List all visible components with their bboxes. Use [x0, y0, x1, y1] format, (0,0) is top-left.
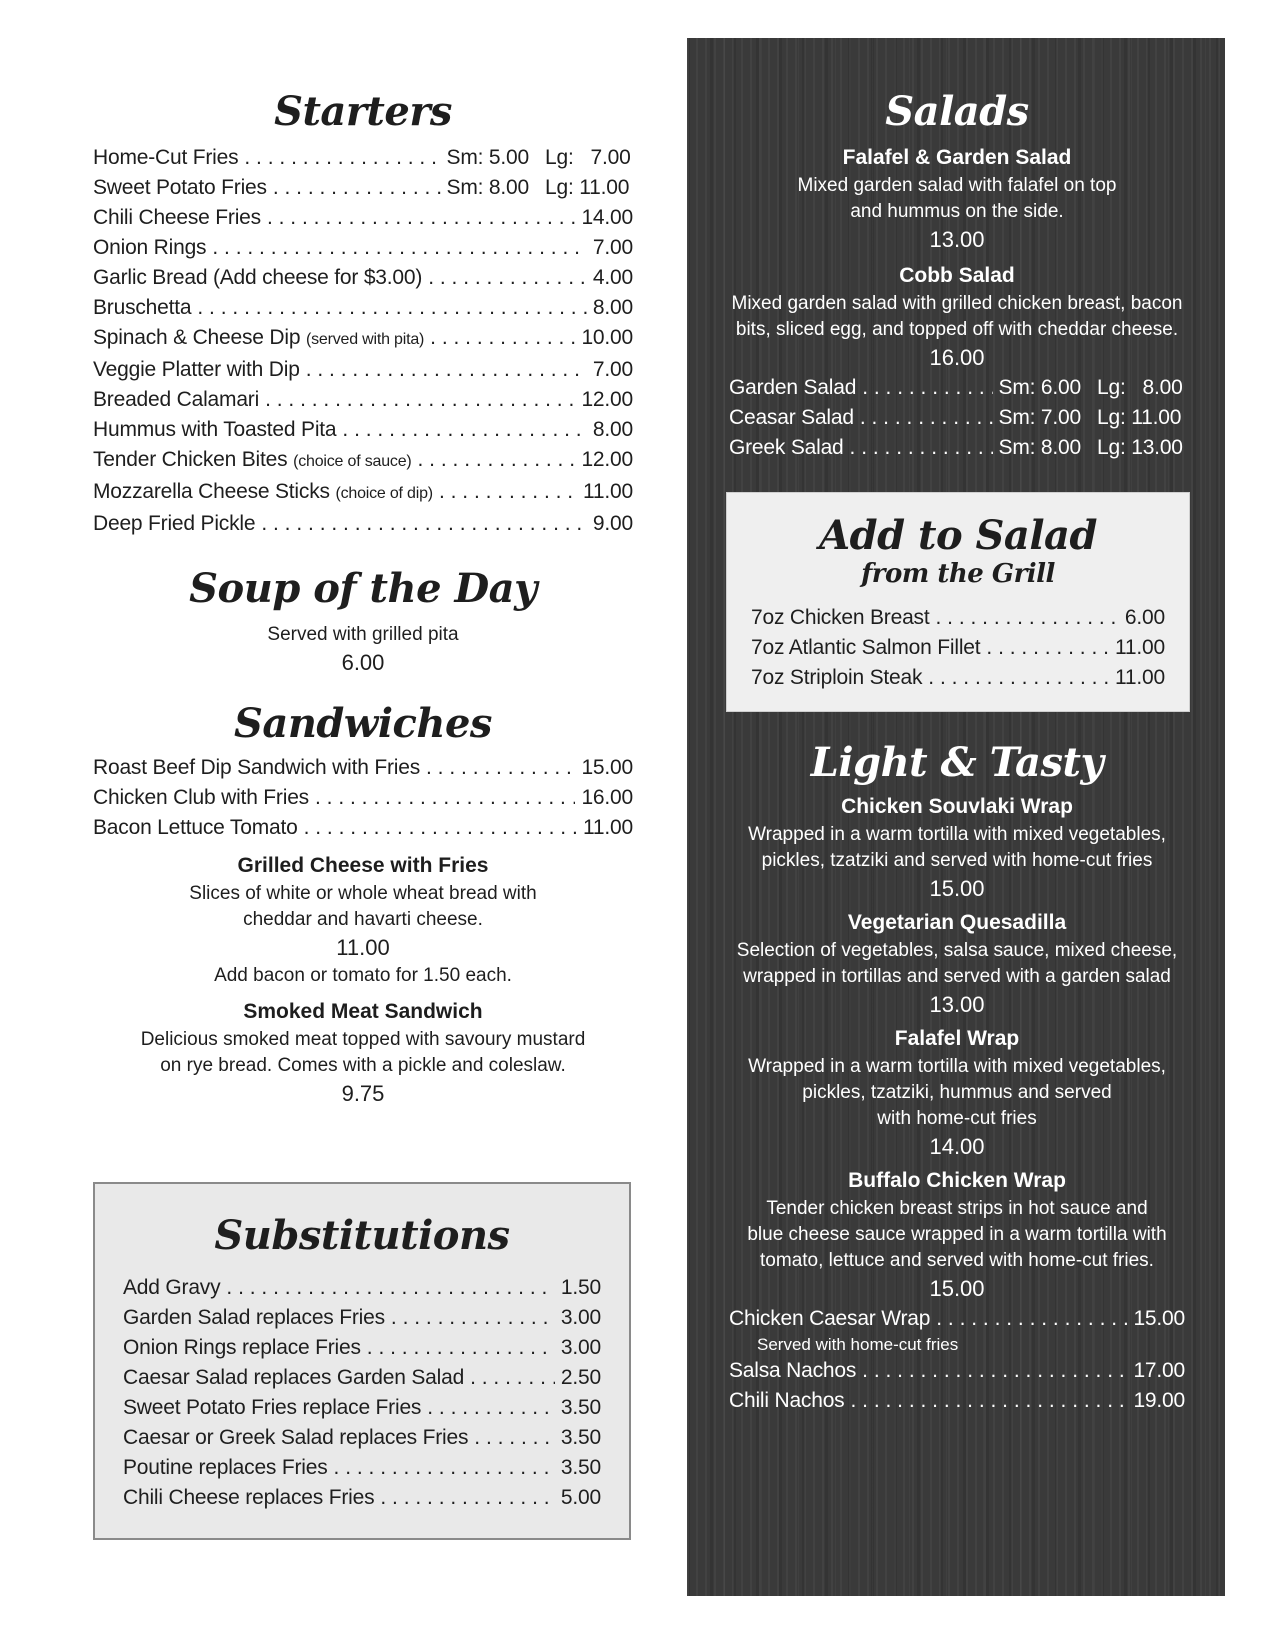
item-name: 7oz Chicken Breast — [751, 606, 930, 629]
item-price-large: Lg: 11.00 — [545, 176, 630, 199]
item-price-small: Sm: 6.00 — [998, 376, 1081, 399]
leader-dots — [928, 663, 1109, 693]
leader-dots — [273, 173, 441, 203]
menu-item — [93, 173, 633, 203]
leader-dots — [367, 1333, 555, 1363]
menu-item — [93, 143, 633, 173]
item-price: 15.00 — [1133, 1307, 1185, 1330]
leader-dots — [391, 1303, 555, 1333]
cobb-salad-price: 16.00 — [929, 345, 985, 370]
smoked-meat-title: Smoked Meat Sandwich — [243, 1000, 483, 1023]
item-price: 2.50 — [560, 1366, 601, 1389]
buffalo-wrap-desc-3: tomato, lettuce and served with home-cut fries. — [760, 1250, 1154, 1271]
item-name: Onion Rings — [93, 236, 207, 259]
left-column — [93, 88, 633, 1109]
item-price: 10.00 — [581, 326, 633, 349]
menu-item — [729, 403, 1185, 433]
menu-item — [93, 293, 633, 323]
right-panel — [687, 38, 1225, 1596]
leader-dots — [244, 143, 440, 173]
souvlaki-wrap-title: Chicken Souvlaki Wrap — [841, 795, 1073, 818]
grilled-cheese-desc-2: cheddar and havarti cheese. — [243, 909, 483, 930]
cobb-salad-title: Cobb Salad — [899, 264, 1015, 287]
falafel-salad-price: 13.00 — [929, 227, 985, 252]
item-price-large: Lg: 13.00 — [1097, 436, 1183, 459]
item-price-large: Lg: 11.00 — [1097, 406, 1182, 429]
item-name: Caesar or Greek Salad replaces Fries — [123, 1426, 469, 1449]
item-price-small: Sm: 8.00 — [998, 436, 1081, 459]
falafel-wrap-title: Falafel Wrap — [894, 1027, 1020, 1050]
caesar-wrap-note: Served with home-cut fries — [757, 1335, 959, 1354]
buffalo-wrap-desc-2: blue cheese sauce wrapped in a warm tortilla with — [747, 1224, 1167, 1245]
item-price: 15.00 — [581, 756, 633, 779]
item-name: Mozzarella Cheese Sticks — [93, 480, 330, 503]
item-price: 3.50 — [560, 1396, 601, 1419]
item-name: Chili Cheese Fries — [93, 206, 261, 229]
menu-item — [123, 1423, 601, 1453]
menu-item — [93, 355, 633, 385]
leader-dots — [380, 1483, 555, 1513]
menu-item — [93, 477, 633, 509]
item-price: 12.00 — [581, 448, 633, 471]
item-name: Tender Chicken Bites — [93, 448, 288, 471]
smoked-meat-desc-2: on rye bread. Comes with a pickle and coleslaw. — [160, 1055, 566, 1076]
leader-dots — [470, 1363, 555, 1393]
item-name: Add Gravy — [123, 1276, 221, 1299]
item-price: 1.50 — [560, 1276, 601, 1299]
menu-item — [729, 1356, 1185, 1386]
menu-item — [729, 373, 1185, 403]
leader-dots — [267, 203, 575, 233]
leader-dots — [439, 477, 577, 507]
item-price-small: Sm: 7.00 — [998, 406, 1081, 429]
item-name: Garlic Bread (Add cheese for $3.00) — [93, 266, 423, 289]
leader-dots — [986, 633, 1109, 663]
leader-dots — [474, 1423, 555, 1453]
grilled-cheese-desc-1: Slices of white or whole wheat bread with — [189, 883, 537, 904]
item-price-large: Lg: 7.00 — [545, 146, 631, 169]
item-name: Chili Cheese replaces Fries — [123, 1486, 375, 1509]
item-name: Salsa Nachos — [729, 1359, 857, 1382]
buffalo-wrap-title: Buffalo Chicken Wrap — [848, 1169, 1066, 1192]
item-price: 7.00 — [592, 236, 633, 259]
leader-dots — [315, 783, 575, 813]
add-to-salad-subheading: from the Grill — [861, 559, 1055, 589]
leader-dots — [418, 445, 576, 475]
item-name: 7oz Striploin Steak — [751, 666, 923, 689]
item-name: Sweet Potato Fries — [93, 176, 267, 199]
falafel-salad-title: Falafel & Garden Salad — [842, 146, 1072, 169]
item-price: 11.00 — [583, 816, 633, 839]
item-price-small: Sm: 5.00 — [446, 146, 529, 169]
item-price: 14.00 — [581, 206, 633, 229]
falafel-wrap-desc-1: Wrapped in a warm tortilla with mixed vegetables, — [748, 1056, 1166, 1077]
leader-dots — [428, 263, 587, 293]
souvlaki-wrap-desc-2: pickles, tzatziki and served with home-cut fries — [761, 850, 1153, 871]
substitutions-box — [93, 1182, 631, 1540]
item-price: 3.50 — [560, 1426, 601, 1449]
item-name: Greek Salad — [729, 436, 844, 459]
item-name: Chicken Club with Fries — [93, 786, 309, 809]
item-note: (choice of dip) — [335, 485, 433, 502]
leader-dots — [862, 1356, 1127, 1386]
grilled-cheese-title: Grilled Cheese with Fries — [237, 854, 489, 877]
menu-item — [751, 663, 1165, 693]
item-price: 7.00 — [592, 358, 633, 381]
leader-dots — [862, 373, 992, 403]
add-to-salad-box — [727, 493, 1189, 711]
item-name: Spinach & Cheese Dip — [93, 326, 301, 349]
leader-dots — [265, 385, 575, 415]
soup-description: Served with grilled pita — [267, 624, 459, 645]
quesadilla-desc-1: Selection of vegetables, salsa sauce, mixed cheese, — [736, 940, 1178, 961]
item-price: 11.00 — [583, 480, 633, 503]
menu-item — [123, 1273, 601, 1303]
item-price: 16.00 — [581, 786, 633, 809]
item-name: Onion Rings replace Fries — [123, 1336, 361, 1359]
quesadilla-title: Vegetarian Quesadilla — [847, 911, 1067, 934]
item-price: 17.00 — [1133, 1359, 1185, 1382]
cobb-salad-desc-2: bits, sliced egg, and topped off with cheddar cheese. — [735, 319, 1179, 340]
menu-item — [93, 753, 633, 783]
leader-dots — [342, 415, 587, 445]
item-price: 9.00 — [592, 512, 633, 535]
item-price: 8.00 — [592, 296, 633, 319]
buffalo-wrap-desc-1: Tender chicken breast strips in hot sauce and — [766, 1198, 1148, 1219]
item-price: 12.00 — [581, 388, 633, 411]
menu-item — [93, 203, 633, 233]
menu-item — [93, 415, 633, 445]
menu-item — [751, 633, 1165, 663]
menu-item — [123, 1303, 601, 1333]
item-name: Garden Salad replaces Fries — [123, 1306, 385, 1329]
item-name: Chicken Caesar Wrap — [729, 1307, 931, 1330]
leader-dots — [334, 1453, 555, 1483]
leader-dots — [936, 603, 1119, 633]
menu-item — [729, 433, 1185, 463]
soup-price: 6.00 — [341, 650, 385, 675]
starters-heading: Starters — [274, 88, 452, 135]
salads-list — [729, 373, 1185, 463]
leader-dots — [261, 509, 587, 539]
item-name: Home-Cut Fries — [93, 146, 239, 169]
leader-dots — [426, 753, 575, 783]
falafel-wrap-desc-2: pickles, tzatziki, hummus and served — [802, 1082, 1112, 1103]
item-price: 11.00 — [1115, 666, 1165, 689]
item-name: Chili Nachos — [729, 1389, 845, 1412]
menu-item — [123, 1333, 601, 1363]
item-name: Caesar Salad replaces Garden Salad — [123, 1366, 465, 1389]
item-price: 4.00 — [592, 266, 633, 289]
leader-dots — [430, 323, 575, 353]
light-tasty-heading: Light & Tasty — [810, 739, 1104, 786]
smoked-meat-price: 9.75 — [341, 1081, 385, 1106]
item-name: Ceasar Salad — [729, 406, 854, 429]
item-price: 11.00 — [1115, 636, 1165, 659]
item-price: 3.00 — [560, 1306, 601, 1329]
menu-item — [93, 813, 633, 843]
item-note: (served with pita) — [305, 331, 425, 348]
menu-item — [93, 509, 633, 539]
item-name: Garden Salad — [729, 376, 857, 399]
menu-item — [93, 783, 633, 813]
starters-list — [93, 143, 633, 539]
item-price: 19.00 — [1133, 1389, 1185, 1412]
item-name: Poutine replaces Fries — [123, 1456, 328, 1479]
falafel-wrap-desc-3: with home-cut fries — [877, 1108, 1037, 1129]
menu-item — [93, 323, 633, 355]
menu-item — [93, 263, 633, 293]
soup-heading: Soup of the Day — [189, 565, 537, 612]
item-price: 6.00 — [1124, 606, 1165, 629]
menu-item — [729, 1386, 1185, 1416]
item-price: 5.00 — [560, 1486, 601, 1509]
menu-item — [93, 385, 633, 415]
menu-item — [123, 1453, 601, 1483]
item-price: 3.50 — [560, 1456, 601, 1479]
leader-dots — [850, 433, 993, 463]
sandwiches-list — [93, 753, 633, 843]
item-note: (choice of sauce) — [293, 453, 412, 470]
menu-item — [93, 233, 633, 263]
item-name: Roast Beef Dip Sandwich with Fries — [93, 756, 421, 779]
menu-item — [93, 445, 633, 477]
salads-heading: Salads — [885, 88, 1029, 135]
grilled-cheese-price: 11.00 — [336, 935, 390, 960]
leader-dots — [212, 233, 587, 263]
sandwiches-heading: Sandwiches — [234, 700, 492, 747]
souvlaki-wrap-price: 15.00 — [929, 876, 985, 901]
buffalo-wrap-price: 15.00 — [929, 1276, 985, 1301]
item-name: 7oz Atlantic Salmon Fillet — [751, 636, 981, 659]
quesadilla-desc-2: wrapped in tortillas and served with a garden salad — [743, 966, 1171, 987]
item-name: Veggie Platter with Dip — [93, 358, 300, 381]
falafel-salad-desc-1: Mixed garden salad with falafel on top — [797, 175, 1117, 196]
menu-item — [729, 1304, 1185, 1334]
add-to-salad-heading: Add to Salad — [819, 512, 1097, 559]
leader-dots — [427, 1393, 555, 1423]
menu-item — [123, 1483, 601, 1513]
falafel-salad-desc-2: and hummus on the side. — [850, 201, 1064, 222]
item-name: Breaded Calamari — [93, 388, 260, 411]
leader-dots — [306, 355, 587, 385]
leader-dots — [226, 1273, 555, 1303]
smoked-meat-desc-1: Delicious smoked meat topped with savoury mustard — [140, 1029, 586, 1050]
quesadilla-price: 13.00 — [929, 992, 985, 1017]
item-price-large: Lg: 8.00 — [1097, 376, 1183, 399]
souvlaki-wrap-desc-1: Wrapped in a warm tortilla with mixed vegetables, — [748, 824, 1166, 845]
leader-dots — [850, 1386, 1127, 1416]
menu-item — [123, 1363, 601, 1393]
leader-dots — [936, 1304, 1127, 1334]
item-name: Bruschetta — [93, 296, 192, 319]
menu-item — [751, 603, 1165, 633]
item-name: Deep Fried Pickle — [93, 512, 256, 535]
cobb-salad-desc-1: Mixed garden salad with grilled chicken breast, bacon — [731, 293, 1183, 314]
item-price-small: Sm: 8.00 — [446, 176, 529, 199]
item-name: Sweet Potato Fries replace Fries — [123, 1396, 422, 1419]
leader-dots — [197, 293, 587, 323]
grilled-cheese-extra: Add bacon or tomato for 1.50 each. — [214, 965, 512, 986]
leader-dots — [304, 813, 577, 843]
item-name: Hummus with Toasted Pita — [93, 418, 337, 441]
menu-item — [123, 1393, 601, 1423]
falafel-wrap-price: 14.00 — [929, 1134, 985, 1159]
item-name: Bacon Lettuce Tomato — [93, 816, 298, 839]
item-price: 8.00 — [592, 418, 633, 441]
leader-dots — [860, 403, 993, 433]
substitutions-heading: Substitutions — [214, 1212, 510, 1259]
item-price: 3.00 — [560, 1336, 601, 1359]
